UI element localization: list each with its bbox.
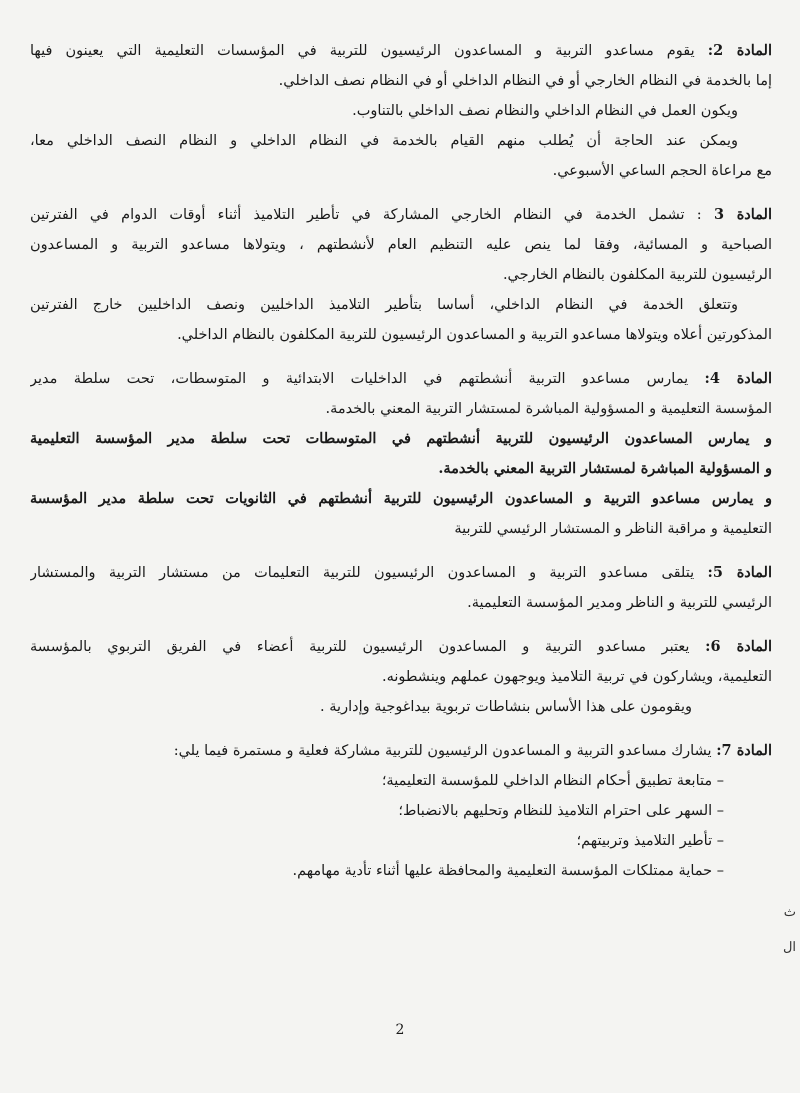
article-4-line-5: و يمارس مساعدو التربية و المساعدون الرئيسيون للتربية أنشطتهم في الثانويات تحت سلطة مدير المؤسسة	[30, 490, 772, 507]
article-6-line-3: ويقومون على هذا الأساس بنشاطات تربوية بيداغوجية وإدارية .	[320, 699, 692, 715]
article-6-line-1: المادة 6: يعتبر مساعدو التربية و المساعدون الرئيسيون للتربية أعضاء في الفريق التربوي بالمؤسسة	[30, 638, 772, 655]
margin-mark-2: ال	[782, 940, 796, 955]
article-3-line-1: المادة 3 : تشمل الخدمة في النظام الخارجي المشاركة في تأطير التلاميذ أثناء أوقات الدوام في الفترتين	[30, 206, 772, 223]
article-4-line-3: و يمارس المساعدون الرئيسيون للتربية أنشطتهم في المتوسطات تحت سلطة مدير المؤسسة التعليمية	[30, 430, 772, 447]
article-6-label: المادة 6:	[705, 638, 772, 655]
article-2-line-5: مع مراعاة الحجم الساعي الأسبوعي.	[552, 163, 772, 179]
article-3-label: المادة 3	[713, 206, 772, 223]
article-2-line-3: ويكون العمل في النظام الداخلي والنظام نصف الداخلي بالتناوب.	[352, 103, 738, 119]
article-3-line-5: المذكورتين أعلاه ويتولاها مساعدو التربية و المساعدون الرئيسيون للتربية المكلفون بالنظام الداخلي.	[177, 327, 772, 343]
document-body	[30, 36, 772, 886]
article-4-line-4: و المسؤولية المباشرة لمستشار التربية المعني بالخدمة.	[438, 460, 772, 477]
page-number: 2	[395, 1022, 405, 1038]
list-item: – تأطير التلاميذ وتربيتهم؛	[576, 833, 724, 849]
article-3-line-3: الرئيسيون للتربية المكلفون بالنظام الخارجي.	[502, 267, 772, 283]
article-5-label: المادة 5:	[707, 564, 772, 581]
article-5-line-1: المادة 5: يتلقى مساعدو التربية و المساعدون الرئيسيون للتربية التعليمات من مستشار التربية والمستشار	[30, 564, 772, 581]
article-2-line-2: إما بالخدمة في النظام الخارجي أو في النظام الداخلي أو في النظام نصف الداخلي.	[278, 73, 772, 89]
list-item: – السهر على احترام التلاميذ للنظام وتحليهم بالانضباط؛	[398, 803, 724, 819]
article-2-line-1: المادة 2: يقوم مساعدو التربية و المساعدون الرئيسيون للتربية في المؤسسات التعليمية التي يعينون فيها	[30, 42, 772, 59]
article-4-line-1: المادة 4: يمارس مساعدو التربية أنشطتهم في الداخليات الابتدائية و المتوسطات، تحت سلطة مدير	[30, 370, 772, 387]
article-7-line-1: المادة 7: يشارك مساعدو التربية و المساعدون الرئيسيون للتربية مشاركة فعلية و مستمرة فيما يلي:	[173, 742, 772, 759]
article-4-label: المادة 4:	[704, 370, 772, 387]
article-4-line-2: المؤسسة التعليمية و المسؤولية المباشرة لمستشار التربية المعني بالخدمة.	[325, 401, 772, 417]
article-7-label: المادة 7:	[716, 742, 772, 759]
article-2-line-4: ويمكن عند الحاجة أن يُطلب منهم القيام بالخدمة في النظام الداخلي و النظام النصف الداخلي معا،	[30, 133, 738, 149]
article-4-line-6: التعليمية و مراقبة الناظر و المستشار الرئيسي للتربية	[454, 521, 772, 537]
list-item: – حماية ممتلكات المؤسسة التعليمية والمحافظة عليها أثناء تأدية مهامهم.	[292, 863, 724, 879]
article-6-line-2: التعليمية، ويشاركون في تربية التلاميذ ويوجهون عملهم وينشطونه.	[381, 669, 772, 685]
article-5-line-2: الرئيسي للتربية و الناظر ومدير المؤسسة التعليمية.	[467, 595, 772, 611]
article-3-line-2: الصباحية و المسائية، وفقا لما ينص عليه التنظيم العام لأنشطتهم ، ويتولاها مساعدو التربية و المساعدون	[30, 237, 772, 253]
list-item: – متابعة تطبيق أحكام النظام الداخلي للمؤسسة التعليمية؛	[381, 773, 724, 789]
article-3-line-4: وتتعلق الخدمة في النظام الداخلي، أساسا بتأطير التلاميذ الداخليين ونصف الداخليين خارج الفترتين	[30, 297, 738, 313]
article-2-label: المادة 2:	[707, 42, 772, 59]
margin-mark-1: ث	[783, 905, 796, 920]
